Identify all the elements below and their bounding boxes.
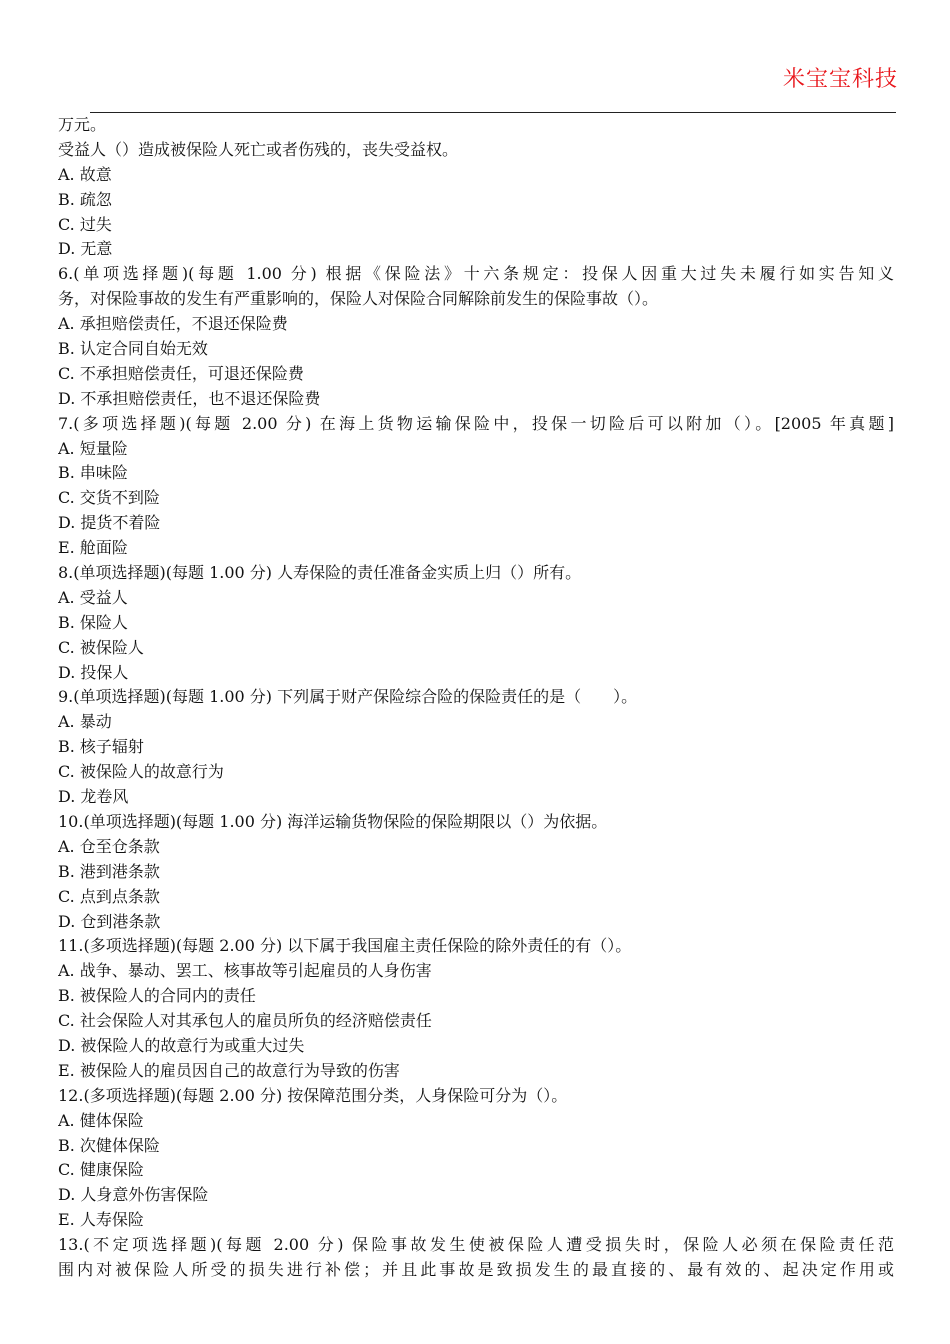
text-line: B. 串味险	[58, 463, 128, 483]
text-line: B. 被保险人的合同内的责任	[58, 986, 256, 1006]
text-line: A. 故意	[58, 164, 112, 184]
text-line: B. 港到港条款	[58, 861, 160, 881]
text-line: B. 认定合同自始无效	[58, 339, 208, 359]
text-line: D. 提货不着险	[58, 513, 161, 533]
text-line: A. 承担赔偿责任，不退还保险费	[58, 314, 288, 334]
text-line: 围内对被保险人所受的损失进行补偿；并且此事故是致损发生的最直接的、最有效的、起决定作用或	[58, 1259, 894, 1279]
text-line: C. 被保险人的故意行为	[58, 762, 224, 782]
text-line: E. 人寿保险	[58, 1210, 144, 1230]
text-line: D. 人身意外伤害保险	[58, 1185, 209, 1205]
text-line: A. 受益人	[58, 587, 128, 607]
text-line: D. 仓到港条款	[58, 911, 161, 931]
text-line: 9.(单项选择题)(每题 1.00 分) 下列属于财产保险综合险的保险责任的是（ ）。	[58, 687, 638, 707]
text-line: E. 舱面险	[58, 538, 128, 558]
text-line: 7.(多项选择题)(每题 2.00 分) 在海上货物运输保险中，投保一切险后可以附加（）。[2005 年真题]	[58, 413, 894, 433]
text-line: D. 投保人	[58, 662, 129, 682]
text-line: 13.(不定项选择题)(每题 2.00 分) 保险事故发生使被保险人遭受损失时，保险人必须在保险责任范	[58, 1235, 894, 1255]
text-line: 10.(单项选择题)(每题 1.00 分) 海洋运输货物保险的保险期限以（）为依据。	[58, 811, 608, 831]
text-line: C. 不承担赔偿责任，可退还保险费	[58, 363, 304, 383]
text-line: D. 不承担赔偿责任，也不退还保险费	[58, 388, 321, 408]
text-line: 务，对保险事故的发生有严重影响的，保险人对保险合同解除前发生的保险事故（）。	[58, 289, 659, 309]
text-line: C. 点到点条款	[58, 886, 160, 906]
text-line: 11.(多项选择题)(每题 2.00 分) 以下属于我国雇主责任保险的除外责任的有（）。	[58, 936, 632, 956]
text-line: A. 短量险	[58, 438, 128, 458]
text-line: D. 龙卷风	[58, 787, 129, 807]
text-line: 6.(单项选择题)(每题 1.00 分) 根据《保险法》十六条规定：投保人因重大过失未履行如实告知义	[58, 264, 894, 284]
document-body	[58, 113, 894, 1283]
text-line: C. 社会保险人对其承包人的雇员所负的经济赔偿责任	[58, 1011, 432, 1031]
text-line: A. 健体保险	[58, 1110, 144, 1130]
text-line: B. 次健体保险	[58, 1135, 160, 1155]
text-line: C. 被保险人	[58, 637, 144, 657]
text-line: C. 健康保险	[58, 1160, 144, 1180]
text-line: 万元。	[58, 115, 107, 134]
text-line: C. 交货不到险	[58, 488, 160, 508]
text-line: 受益人（）造成被保险人死亡或者伤残的，丧失受益权。	[58, 139, 459, 159]
text-line: D. 无意	[58, 239, 113, 259]
text-line: A. 仓至仓条款	[58, 836, 160, 856]
text-line: B. 保险人	[58, 612, 128, 632]
text-line: B. 疏忽	[58, 189, 112, 209]
text-line: B. 核子辐射	[58, 737, 144, 757]
text-line: C. 过失	[58, 214, 112, 234]
text-line: 8.(单项选择题)(每题 1.00 分) 人寿保险的责任准备金实质上归（）所有。	[58, 563, 582, 583]
brand-logo-text: 米宝宝科技	[782, 67, 898, 92]
text-line: 12.(多项选择题)(每题 2.00 分) 按保障范围分类，人身保险可分为（）。	[58, 1085, 568, 1105]
text-line: E. 被保险人的雇员因自己的故意行为导致的伤害	[58, 1060, 400, 1080]
text-line: D. 被保险人的故意行为或重大过失	[58, 1035, 305, 1055]
text-line: A. 暴动	[58, 712, 112, 732]
text-line: A. 战争、暴动、罢工、核事故等引起雇员的人身伤害	[58, 961, 432, 981]
